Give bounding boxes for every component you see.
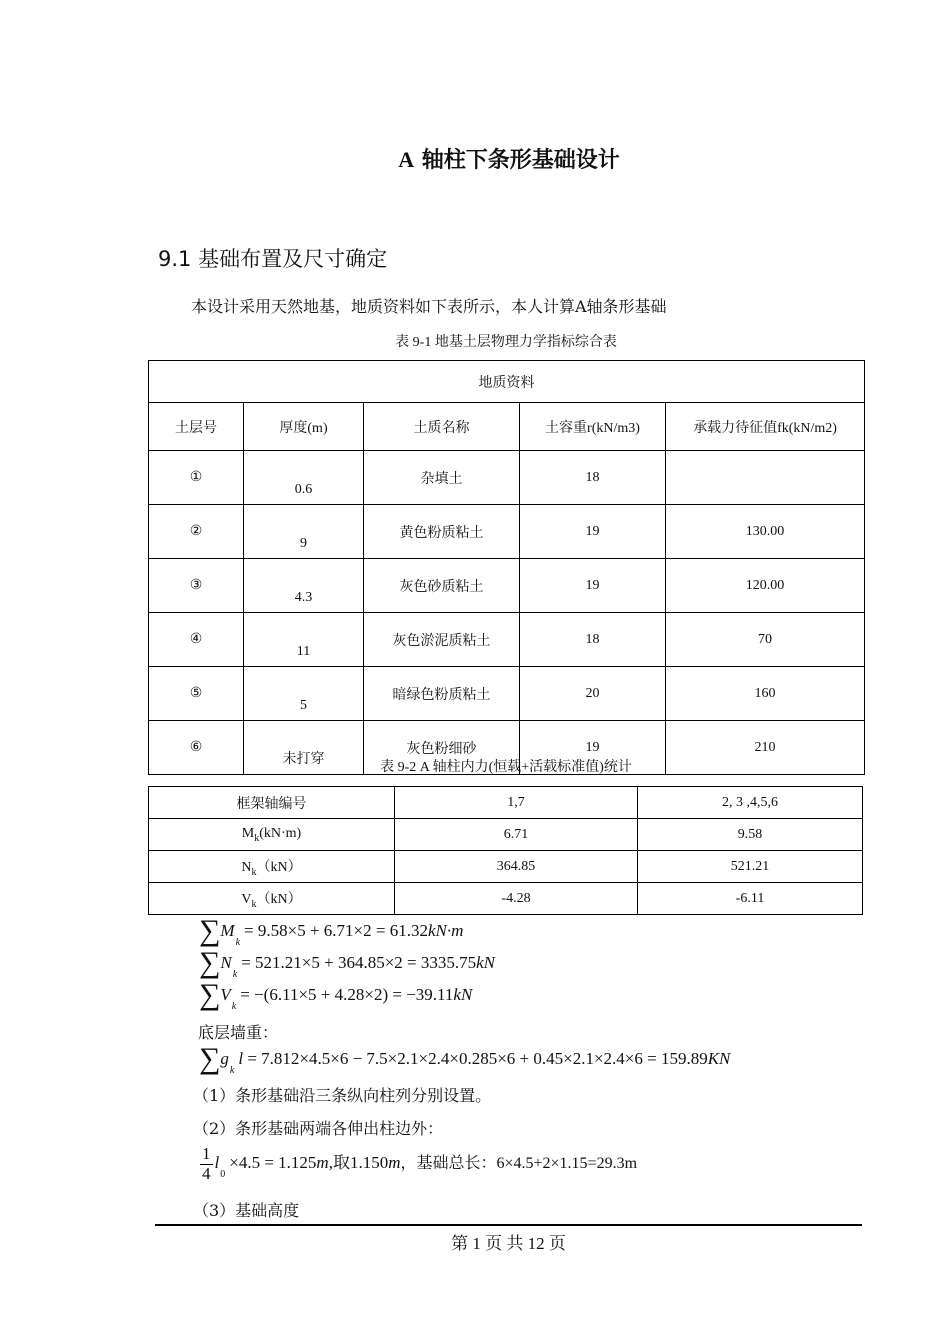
- table-row: [149, 559, 865, 613]
- table1-group-header: 地质资料: [149, 361, 865, 403]
- table1-caption: 表 9-1 地基土层物理力学指标综合表: [395, 335, 617, 350]
- table-row: [149, 819, 863, 851]
- table-cell: 4.3: [244, 559, 364, 613]
- subscript: k: [251, 866, 257, 878]
- table-cell: 灰色粉细砂: [364, 721, 520, 775]
- table-cell: 521.21: [638, 851, 863, 883]
- unit: kN: [476, 953, 496, 972]
- table-cell: [149, 883, 395, 915]
- symbol: V: [220, 985, 231, 1004]
- equation-sum-n: [199, 948, 495, 978]
- table-cell: [149, 851, 395, 883]
- subscript: 0: [220, 1169, 226, 1181]
- table-cell: 18: [520, 451, 666, 505]
- step-1: （1）条形基础沿三条纵向柱列分别设置。: [193, 1086, 492, 1105]
- subscript: k: [235, 937, 241, 948]
- table2-header-cell: 1,7: [395, 787, 638, 819]
- unit: （kN）: [256, 891, 302, 907]
- subscript: k: [254, 832, 260, 844]
- table-cell: 130.00: [666, 505, 865, 559]
- table-cell: ④: [149, 613, 244, 667]
- table-cell: 364.85: [395, 851, 638, 883]
- sigma-symbol: ∑: [199, 978, 221, 1011]
- table-cell: ①: [149, 451, 244, 505]
- page-title: A 轴柱下条形基础设计: [398, 147, 620, 173]
- table-cell: [666, 451, 865, 505]
- table-cell: 11: [244, 613, 364, 667]
- table-cell: 20: [520, 667, 666, 721]
- expression: = 9.58×5 + 6.71×2 = 61.32: [244, 921, 428, 940]
- subscript: k: [229, 1065, 235, 1076]
- step-3: （3）基础高度: [193, 1201, 300, 1220]
- symbol: M: [220, 921, 235, 940]
- section-heading: 9.1 基础布置及尺寸确定: [158, 247, 388, 271]
- table-row: [149, 851, 863, 883]
- subscript: k: [231, 1001, 237, 1012]
- table-cell: 黄色粉质粘土: [364, 505, 520, 559]
- table-row: [149, 613, 865, 667]
- intro-paragraph: 本设计采用天然地基，地质资料如下表所示，本人计算A轴条形基础: [191, 297, 667, 316]
- table-cell: ③: [149, 559, 244, 613]
- table-cell: ⑤: [149, 667, 244, 721]
- numerator: 1: [202, 1144, 211, 1163]
- table1-col-header: 土质名称: [364, 403, 520, 451]
- table-row: [149, 787, 863, 819]
- symbol: g: [220, 1049, 229, 1068]
- table-cell: 灰色砂质粘土: [364, 559, 520, 613]
- table-cell: -6.11: [638, 883, 863, 915]
- table1-col-header: 土层号: [149, 403, 244, 451]
- table-cell: 19: [520, 559, 666, 613]
- sigma-symbol: ∑: [199, 946, 221, 979]
- step-2: （2）条形基础两端各伸出柱边外：: [193, 1119, 444, 1138]
- table1-col-header: 土容重r(kN/m3): [520, 403, 666, 451]
- symbol: V: [241, 891, 252, 907]
- expression: = 7.812×4.5×6 − 7.5×2.1×2.4×0.285×6 + 0.45×2.1×2.4×6 = 159.89: [247, 1049, 708, 1068]
- table-row: [149, 667, 865, 721]
- table-cell: 210: [666, 721, 865, 775]
- table-cell: 杂填土: [364, 451, 520, 505]
- footer-divider: [155, 1224, 862, 1226]
- table-cell: 160: [666, 667, 865, 721]
- symbol: l: [238, 1049, 244, 1068]
- table-cell: 9: [244, 505, 364, 559]
- table-cell: 6.71: [395, 819, 638, 851]
- symbol: l: [214, 1153, 220, 1173]
- page-footer: 第 1 页 共 12 页: [451, 1234, 566, 1253]
- subscript: k: [251, 898, 257, 910]
- sigma-symbol: ∑: [199, 1042, 221, 1075]
- total-length-text: ，基础总长：6×4.5+2×1.15=29.3m: [400, 1155, 638, 1173]
- unit: kN·m: [427, 921, 464, 940]
- table-cell: 5: [244, 667, 364, 721]
- expression: = −(6.11×5 + 4.28×2) = −39.11: [240, 985, 454, 1004]
- table-cell: ②: [149, 505, 244, 559]
- expression: ,取1.150: [328, 1153, 389, 1173]
- table-cell: ⑥: [149, 721, 244, 775]
- table-cell: 18: [520, 613, 666, 667]
- symbol: N: [241, 859, 252, 875]
- table2-header-cell: 框架轴编号: [149, 787, 395, 819]
- table-row: [149, 451, 865, 505]
- table-cell: 9.58: [638, 819, 863, 851]
- table-row: [149, 883, 863, 915]
- table-cell: -4.28: [395, 883, 638, 915]
- table-row: [149, 505, 865, 559]
- unit: kN: [453, 985, 473, 1004]
- table2-caption: 表 9-2 A 轴柱内力(恒载+活载标准值)统计: [380, 760, 632, 775]
- table-cell: 0.6: [244, 451, 364, 505]
- equation-sum-v: [199, 980, 472, 1010]
- table-cell: 19: [520, 505, 666, 559]
- sigma-symbol: ∑: [199, 914, 221, 947]
- symbol: M: [241, 825, 255, 841]
- wall-weight-label: 底层墙重：: [198, 1023, 279, 1042]
- table2-header-cell: 2, 3 ,4,5,6: [638, 787, 863, 819]
- subscript: k: [232, 969, 238, 980]
- denominator: 4: [202, 1163, 211, 1183]
- table-cell: 70: [666, 613, 865, 667]
- unit: m: [316, 1153, 329, 1173]
- expression: ×4.5 = 1.125: [229, 1153, 317, 1173]
- table-cell: 120.00: [666, 559, 865, 613]
- equation-extension: [198, 1145, 637, 1183]
- unit: （kN）: [256, 859, 302, 875]
- equation-sum-m: [199, 916, 463, 946]
- table-cell: 灰色淤泥质粘土: [364, 613, 520, 667]
- expression: = 521.21×5 + 364.85×2 = 3335.75: [241, 953, 477, 972]
- table-cell: 19: [520, 721, 666, 775]
- table-cell: [149, 819, 395, 851]
- unit: KN: [707, 1049, 731, 1068]
- unit: m: [388, 1153, 401, 1173]
- table1-col-header: 承载力待征值fk(kN/m2): [666, 403, 865, 451]
- table-cell: 未打穿: [244, 721, 364, 775]
- unit: (kN·m): [259, 825, 302, 841]
- soil-properties-table: [148, 360, 865, 775]
- table1-col-header: 厚度(m): [244, 403, 364, 451]
- equation-sum-g: [199, 1044, 730, 1074]
- table-cell: 暗绿色粉质粘土: [364, 667, 520, 721]
- symbol: N: [220, 953, 232, 972]
- fraction: [200, 1145, 213, 1183]
- column-forces-table: [148, 786, 863, 915]
